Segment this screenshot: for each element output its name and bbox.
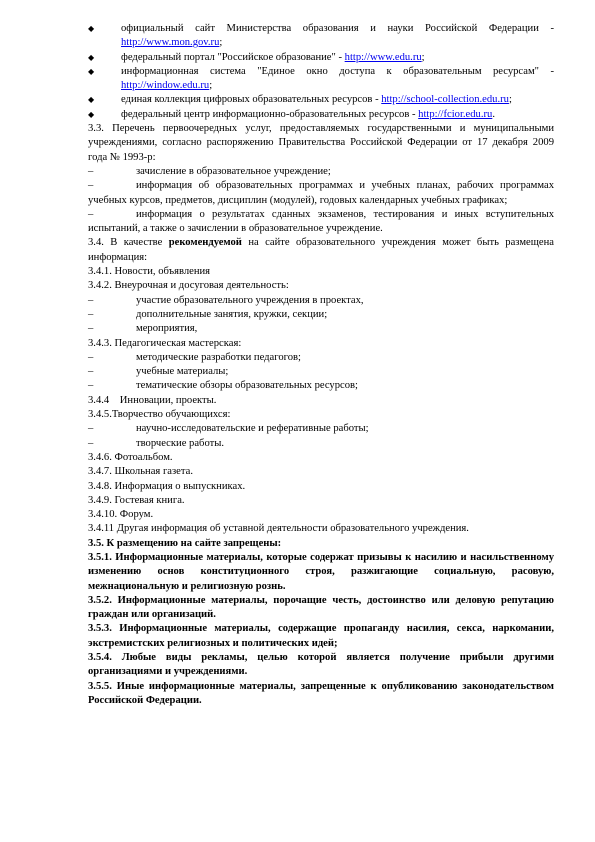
resource-link[interactable]: http://school-collection.edu.ru bbox=[381, 94, 509, 106]
pedagogy-item-text: учебные материалы; bbox=[136, 366, 229, 378]
section-3-4-subitem: 3.4.6. Фотоальбом. bbox=[88, 451, 173, 463]
creative-work-item-text: творческие работы. bbox=[136, 437, 224, 449]
pedagogy-item bbox=[88, 365, 554, 379]
section-3-4-intro bbox=[88, 236, 554, 265]
section-3-4-4: 3.4.4 Инновации, проекты. bbox=[88, 394, 217, 406]
section-3-4-intro-bold: рекомендуемой bbox=[168, 237, 242, 249]
resource-bullet-punct: . bbox=[492, 108, 495, 120]
section-3-4-5-list bbox=[88, 422, 554, 451]
resource-bullet-text: информационная система "Единое окно доступа к образовательным ресурсам" - bbox=[121, 65, 554, 77]
service-list-item-text: информация об образовательных программах и учебных планах, рабочих программах учебных курсов, предметов, дисциплин (модулей), годовых календарных учебных графиках; bbox=[88, 180, 554, 206]
section-3-4-2-list bbox=[88, 294, 554, 337]
extra-activity-item bbox=[88, 294, 554, 308]
dash-marker-icon: – bbox=[88, 165, 94, 177]
extra-activity-item-text: мероприятия, bbox=[136, 323, 198, 335]
dash-marker-icon: – bbox=[88, 294, 94, 306]
section-3-3-list bbox=[88, 165, 554, 236]
dash-marker-icon: – bbox=[88, 351, 94, 363]
prohibited-item: 3.5.2. Информационные материалы, порочащие честь, достоинство или деловую репутацию граждан или организаций. bbox=[88, 594, 554, 621]
resource-bullet-item bbox=[88, 108, 554, 122]
dash-marker-icon: – bbox=[88, 180, 94, 192]
section-3-4-rest-list bbox=[88, 451, 554, 537]
extra-activity-item bbox=[88, 308, 554, 322]
resource-bullet-punct: ; bbox=[219, 37, 223, 49]
resource-bullet-punct: ; bbox=[209, 80, 213, 92]
extra-activity-item-text: участие образовательного учреждения в проектах, bbox=[136, 294, 364, 306]
pedagogy-item bbox=[88, 379, 554, 393]
section-3-4-subitem: 3.4.11 Другая информация об уставной деятельности образовательного учреждения. bbox=[88, 523, 469, 535]
extra-activity-item bbox=[88, 322, 554, 336]
resource-bullet-list bbox=[88, 22, 554, 122]
service-list-item bbox=[88, 165, 554, 179]
prohibited-item: 3.5.3. Информационные материалы, содержащие пропаганду насилия, секса, наркомании, экстремистских религиозных и политических идей; bbox=[88, 623, 554, 649]
service-list-item-text: информация о результатах сданных экзаменов, тестирования и иных вступительных испытаний, а также о зачислении в образовательное учреждение. bbox=[88, 208, 554, 235]
diamond-bullet-icon: ◆ bbox=[88, 52, 95, 62]
dash-marker-icon: – bbox=[88, 437, 94, 449]
section-3-4-subitem: 3.4.10. Форум. bbox=[88, 509, 154, 521]
resource-bullet-item bbox=[88, 93, 554, 107]
section-3-4-1: 3.4.1. Новости, объявления bbox=[88, 266, 211, 278]
section-3-4-3-list bbox=[88, 351, 554, 394]
section-3-5-title: 3.5. К размещению на сайте запрещены: bbox=[88, 537, 282, 549]
resource-link[interactable]: http://www.edu.ru bbox=[344, 51, 422, 63]
resource-bullet-item bbox=[88, 22, 554, 51]
section-3-4-subitem: 3.4.9. Гостевая книга. bbox=[88, 494, 185, 506]
section-3-4-subitem: 3.4.8. Информация о выпускниках. bbox=[88, 480, 246, 492]
dash-marker-icon: – bbox=[88, 323, 94, 335]
section-3-4-subitem: 3.4.7. Школьная газета. bbox=[88, 466, 193, 478]
dash-marker-icon: – bbox=[88, 366, 94, 378]
extra-activity-item-text: дополнительные занятия, кружки, секции; bbox=[136, 308, 328, 320]
resource-bullet-text: федеральный центр информационно-образовательных ресурсов - bbox=[121, 108, 419, 120]
resource-bullet-text: официальный сайт Министерства образования и науки Российской Федерации - bbox=[121, 23, 554, 34]
service-list-item bbox=[88, 208, 554, 237]
dash-marker-icon: – bbox=[88, 423, 94, 435]
service-list-item bbox=[88, 179, 554, 208]
prohibited-item: 3.5.1. Информационные материалы, которые содержат призывы к насилию и насильственному изменению основ конституционного строя, разжигающие социальную, расовую, межнациональную и религиозную рознь. bbox=[88, 551, 554, 592]
creative-work-item bbox=[88, 437, 554, 451]
dash-marker-icon: – bbox=[88, 380, 94, 392]
creative-work-item bbox=[88, 422, 554, 436]
prohibited-item: 3.5.5. Иные информационные материалы, запрещенные к опубликованию законодательством Российской Федерации. bbox=[88, 680, 554, 706]
resource-bullet-text: единая коллекция цифровых образовательных ресурсов - bbox=[121, 94, 382, 106]
section-3-4-2: 3.4.2. Внеурочная и досуговая деятельность: bbox=[88, 280, 289, 292]
resource-bullet-item bbox=[88, 65, 554, 94]
dash-marker-icon: – bbox=[88, 208, 94, 220]
service-list-item-text: зачисление в образовательное учреждение; bbox=[136, 165, 331, 177]
document-page bbox=[88, 22, 554, 708]
creative-work-item-text: научно-исследовательские и реферативные работы; bbox=[136, 423, 369, 435]
pedagogy-item bbox=[88, 351, 554, 365]
pedagogy-item-text: тематические обзоры образовательных ресурсов; bbox=[136, 380, 358, 392]
section-3-4-3: 3.4.3. Педагогическая мастерская: bbox=[88, 337, 242, 349]
section-3-4-intro-c: на сайте образовательного учреждения может быть размещена информация: bbox=[88, 237, 554, 263]
diamond-bullet-icon: ◆ bbox=[88, 24, 95, 33]
resource-link[interactable]: http://window.edu.ru bbox=[121, 80, 210, 92]
resource-link[interactable]: http://www.mon.gov.ru bbox=[121, 37, 220, 49]
diamond-bullet-icon: ◆ bbox=[88, 95, 95, 105]
prohibited-item: 3.5.4. Любые виды рекламы, целью которой является получение прибыли другими организациями и учреждениями. bbox=[88, 652, 554, 678]
resource-link[interactable]: http://fcior.edu.ru bbox=[418, 108, 493, 120]
pedagogy-item-text: методические разработки педагогов; bbox=[136, 351, 301, 363]
diamond-bullet-icon: ◆ bbox=[88, 109, 95, 119]
section-3-5-list bbox=[88, 551, 554, 708]
diamond-bullet-icon: ◆ bbox=[88, 66, 95, 76]
resource-bullet-item bbox=[88, 51, 554, 65]
resource-bullet-punct: ; bbox=[421, 51, 425, 63]
resource-bullet-text: федеральный портал "Российское образование" - bbox=[121, 51, 345, 63]
dash-marker-icon: – bbox=[88, 308, 94, 320]
section-3-4-intro-a: 3.4. В качестве bbox=[88, 237, 163, 249]
section-3-4-5: 3.4.5.Творчество обучающихся: bbox=[88, 409, 231, 421]
resource-bullet-punct: ; bbox=[508, 94, 512, 106]
section-3-3-intro: 3.3. Перечень первоочередных услуг, предоставляемых государственными и муниципальными учреждениями, согласно распоряжению Правительства Российской Федерации от 17 декабря 2009 года № 1993-р: bbox=[88, 123, 554, 163]
